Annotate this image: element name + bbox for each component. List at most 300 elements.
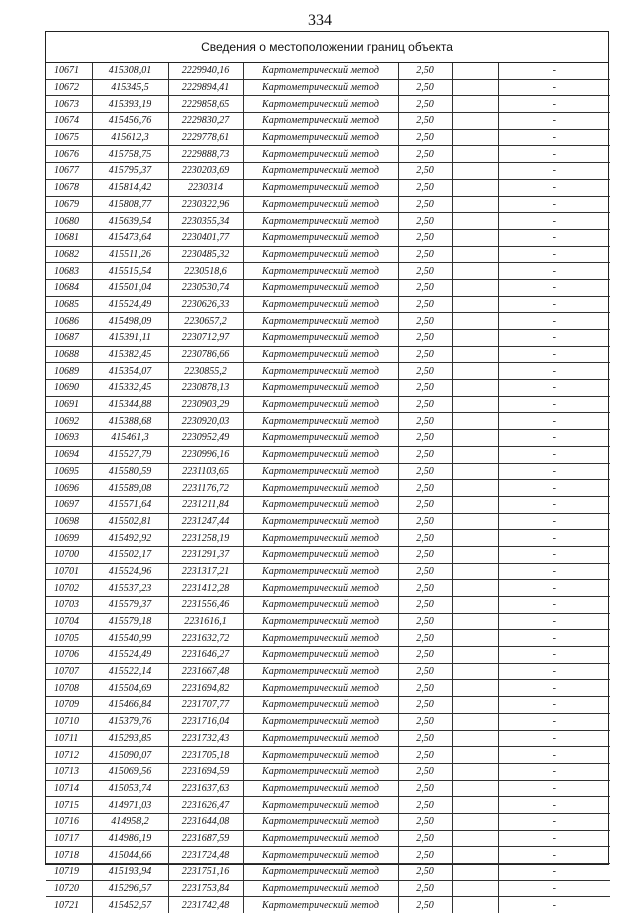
extra-cell-cell: [452, 346, 498, 363]
x-coordinate-cell: 415527,79: [92, 446, 168, 463]
y-coordinate-cell: 2231412,28: [168, 580, 243, 597]
point-number-cell: 10678: [46, 179, 92, 196]
accuracy-cell: 2,50: [398, 430, 452, 447]
extra-cell-cell: [452, 546, 498, 563]
accuracy-cell: 2,50: [398, 279, 452, 296]
y-coordinate-cell: 2230712,97: [168, 330, 243, 347]
method-cell: Картометрический метод: [243, 246, 398, 263]
point-number-cell: 10694: [46, 446, 92, 463]
accuracy-cell: 2,50: [398, 530, 452, 547]
point-number-cell: 10708: [46, 680, 92, 697]
method-cell: Картометрический метод: [243, 780, 398, 797]
table-row: [46, 129, 610, 146]
method-cell: Картометрический метод: [243, 747, 398, 764]
accuracy-cell: 2,50: [398, 880, 452, 897]
point-number-cell: 10693: [46, 430, 92, 447]
method-cell: Картометрический метод: [243, 396, 398, 413]
x-coordinate-cell: 415524,49: [92, 296, 168, 313]
accuracy-cell: 2,50: [398, 830, 452, 847]
x-coordinate-cell: 415492,92: [92, 530, 168, 547]
method-cell: Картометрический метод: [243, 663, 398, 680]
method-cell: Картометрический метод: [243, 730, 398, 747]
extra-cell-cell: [452, 647, 498, 664]
extra-cell-cell: [452, 747, 498, 764]
point-number-cell: 10719: [46, 864, 92, 881]
extra-cell-cell: [452, 763, 498, 780]
y-coordinate-cell: 2230322,96: [168, 196, 243, 213]
coordinates-table-body: [46, 63, 610, 913]
accuracy-cell: 2,50: [398, 813, 452, 830]
x-coordinate-cell: 415515,54: [92, 263, 168, 280]
accuracy-cell: 2,50: [398, 663, 452, 680]
x-coordinate-cell: 415639,54: [92, 213, 168, 230]
description-cell: -: [552, 899, 556, 911]
table-row: [46, 580, 610, 597]
description-cell: -: [498, 563, 610, 580]
y-coordinate-cell: 2231258,19: [168, 530, 243, 547]
description-cell: -: [498, 330, 610, 347]
method-cell: Картометрический метод: [243, 480, 398, 497]
description-cell: -: [498, 430, 610, 447]
table-row: [46, 697, 610, 714]
point-number-cell: 10705: [46, 630, 92, 647]
method-cell: Картометрический метод: [243, 797, 398, 814]
extra-cell-cell: [452, 263, 498, 280]
y-coordinate-cell: 2230996,16: [168, 446, 243, 463]
method-cell: Картометрический метод: [243, 680, 398, 697]
table-row: [46, 179, 610, 196]
extra-cell-cell: [452, 246, 498, 263]
y-coordinate-cell: 2230657,2: [168, 313, 243, 330]
x-coordinate-cell: 415379,76: [92, 713, 168, 730]
accuracy-cell: 2,50: [398, 780, 452, 797]
description-cell: -: [498, 663, 610, 680]
y-coordinate-cell: 2230485,32: [168, 246, 243, 263]
y-coordinate-cell: 2229830,27: [168, 113, 243, 130]
method-cell: Картометрический метод: [243, 813, 398, 830]
point-number-cell: 10721: [46, 897, 92, 913]
x-coordinate-cell: 415466,84: [92, 697, 168, 714]
table-row: [46, 530, 610, 547]
point-number-cell: 10677: [46, 163, 92, 180]
description-cell: -: [498, 580, 610, 597]
method-cell: Картометрический метод: [243, 513, 398, 530]
description-cell: -: [498, 363, 610, 380]
accuracy-cell: 2,50: [398, 380, 452, 397]
point-number-cell: 10704: [46, 613, 92, 630]
extra-cell-cell: [452, 530, 498, 547]
point-number-cell: 10684: [46, 279, 92, 296]
y-coordinate-cell: 2231291,37: [168, 546, 243, 563]
method-cell: Картометрический метод: [243, 263, 398, 280]
x-coordinate-cell: 415537,23: [92, 580, 168, 597]
method-cell: Картометрический метод: [243, 229, 398, 246]
x-coordinate-cell: 415758,75: [92, 146, 168, 163]
extra-cell-cell: [452, 113, 498, 130]
accuracy-cell: 2,50: [398, 79, 452, 96]
extra-cell-cell: [452, 446, 498, 463]
accuracy-cell: 2,50: [398, 747, 452, 764]
accuracy-cell: 2,50: [398, 680, 452, 697]
x-coordinate-cell: 415540,99: [92, 630, 168, 647]
x-coordinate-cell: 415580,59: [92, 463, 168, 480]
y-coordinate-cell: 2231211,84: [168, 496, 243, 513]
table-row: [46, 880, 610, 897]
point-number-cell: 10683: [46, 263, 92, 280]
description-cell: -: [498, 129, 610, 146]
description-cell: -: [498, 413, 610, 430]
table-row: [46, 864, 610, 881]
accuracy-cell: 2,50: [398, 580, 452, 597]
point-number-cell: 10699: [46, 530, 92, 547]
table-row: [46, 763, 610, 780]
table-row: [46, 396, 610, 413]
y-coordinate-cell: 2231724,48: [168, 847, 243, 864]
table-row: [46, 330, 610, 347]
method-cell: Картометрический метод: [243, 713, 398, 730]
x-coordinate-cell: 414986,19: [92, 830, 168, 847]
accuracy-cell: 2,50: [398, 463, 452, 480]
x-coordinate-cell: 415069,56: [92, 763, 168, 780]
accuracy-cell: 2,50: [398, 597, 452, 614]
x-coordinate-cell: 415354,07: [92, 363, 168, 380]
table-row: [46, 730, 610, 747]
method-cell: Картометрический метод: [243, 146, 398, 163]
extra-cell-cell: [452, 229, 498, 246]
x-coordinate-cell: 415571,64: [92, 496, 168, 513]
x-coordinate-cell: 415473,64: [92, 229, 168, 246]
method-cell: Картометрический метод: [243, 430, 398, 447]
y-coordinate-cell: 2229858,65: [168, 96, 243, 113]
y-coordinate-cell: 2231644,08: [168, 813, 243, 830]
point-number-cell: 10716: [46, 813, 92, 830]
method-cell: Картометрический метод: [243, 96, 398, 113]
table-row: [46, 597, 610, 614]
method-cell: Картометрический метод: [243, 446, 398, 463]
point-number-cell: 10673: [46, 96, 92, 113]
table-row: [46, 346, 610, 363]
method-cell: Картометрический метод: [243, 380, 398, 397]
point-number-cell: 10692: [46, 413, 92, 430]
method-cell: Картометрический метод: [243, 196, 398, 213]
description-cell: -: [498, 496, 610, 513]
description-cell: -: [498, 830, 610, 847]
point-number-cell: 10686: [46, 313, 92, 330]
table-row: [46, 747, 610, 764]
table-row: [46, 463, 610, 480]
accuracy-cell: 2,50: [398, 363, 452, 380]
table-row: [46, 830, 610, 847]
x-coordinate-cell: 415795,37: [92, 163, 168, 180]
y-coordinate-cell: 2230530,74: [168, 279, 243, 296]
point-number-cell: 10700: [46, 546, 92, 563]
extra-cell-cell: [452, 330, 498, 347]
x-coordinate-cell: 415501,04: [92, 279, 168, 296]
description-cell: -: [498, 263, 610, 280]
extra-cell-cell: [452, 213, 498, 230]
extra-cell-cell: [452, 396, 498, 413]
x-coordinate-cell: 415296,57: [92, 880, 168, 897]
point-number-cell: 10711: [46, 730, 92, 747]
extra-cell-cell: [452, 463, 498, 480]
table-row: [46, 313, 610, 330]
y-coordinate-cell: 2231556,46: [168, 597, 243, 614]
description-cell: -: [498, 163, 610, 180]
point-number-cell: 10697: [46, 496, 92, 513]
x-coordinate-cell: 415502,81: [92, 513, 168, 530]
x-coordinate-cell: 415332,45: [92, 380, 168, 397]
point-number-cell: 10695: [46, 463, 92, 480]
method-cell: Картометрический метод: [243, 179, 398, 196]
extra-cell-cell: [452, 163, 498, 180]
description-cell: -: [498, 463, 610, 480]
description-cell: -: [498, 680, 610, 697]
accuracy-cell: 2,50: [398, 897, 452, 913]
accuracy-cell: 2,50: [398, 396, 452, 413]
accuracy-cell: 2,50: [398, 63, 452, 79]
accuracy-cell: 2,50: [398, 496, 452, 513]
method-cell: Картометрический метод: [243, 763, 398, 780]
method-cell: Картометрический метод: [243, 697, 398, 714]
y-coordinate-cell: 2231751,16: [168, 864, 243, 881]
description-cell: -: [498, 647, 610, 664]
description-cell: -: [498, 63, 610, 79]
y-coordinate-cell: 2231716,04: [168, 713, 243, 730]
accuracy-cell: 2,50: [398, 213, 452, 230]
point-number-cell: 10672: [46, 79, 92, 96]
y-coordinate-cell: 2231705,18: [168, 747, 243, 764]
table-row: [46, 263, 610, 280]
y-coordinate-cell: 2231753,84: [168, 880, 243, 897]
x-coordinate-cell: 415308,01: [92, 63, 168, 79]
x-coordinate-cell: 415345,5: [92, 79, 168, 96]
method-cell: Картометрический метод: [243, 413, 398, 430]
y-coordinate-cell: 2230855,2: [168, 363, 243, 380]
table-row: [46, 279, 610, 296]
table-row: [46, 663, 610, 680]
table-row: [46, 780, 610, 797]
point-number-cell: 10671: [46, 63, 92, 79]
method-cell: Картометрический метод: [243, 613, 398, 630]
y-coordinate-cell: 2229940,16: [168, 63, 243, 79]
extra-cell-cell: [452, 380, 498, 397]
method-cell: Картометрический метод: [243, 830, 398, 847]
y-coordinate-cell: 2231616,1: [168, 613, 243, 630]
point-number-cell: 10702: [46, 580, 92, 597]
accuracy-cell: 2,50: [398, 480, 452, 497]
y-coordinate-cell: 2230920,03: [168, 413, 243, 430]
description-cell: -: [498, 747, 610, 764]
extra-cell-cell: [452, 630, 498, 647]
description-cell: -: [498, 179, 610, 196]
method-cell: Картометрический метод: [243, 79, 398, 96]
method-cell: Картометрический метод: [243, 530, 398, 547]
extra-cell-cell: [452, 830, 498, 847]
point-number-cell: 10707: [46, 663, 92, 680]
method-cell: Картометрический метод: [243, 597, 398, 614]
table-row: [46, 79, 610, 96]
point-number-cell: 10701: [46, 563, 92, 580]
x-coordinate-cell: 415293,85: [92, 730, 168, 747]
table-row: [46, 196, 610, 213]
point-number-cell: 10703: [46, 597, 92, 614]
method-cell: Картометрический метод: [243, 630, 398, 647]
description-cell: -: [498, 313, 610, 330]
y-coordinate-cell: 2230314: [168, 179, 243, 196]
extra-cell-cell: [452, 597, 498, 614]
table-row: [46, 63, 610, 79]
extra-cell-cell: [452, 697, 498, 714]
point-number-cell: 10682: [46, 246, 92, 263]
extra-cell-cell: [452, 880, 498, 897]
y-coordinate-cell: 2229778,61: [168, 129, 243, 146]
extra-cell-cell: [452, 797, 498, 814]
extra-cell-cell: [452, 79, 498, 96]
description-cell: -: [498, 513, 610, 530]
table-row: [46, 213, 610, 230]
accuracy-cell: 2,50: [398, 179, 452, 196]
point-number-cell: 10720: [46, 880, 92, 897]
y-coordinate-cell: 2229888,73: [168, 146, 243, 163]
extra-cell-cell: [452, 63, 498, 79]
accuracy-cell: 2,50: [398, 413, 452, 430]
table-row: [46, 146, 610, 163]
description-cell: -: [498, 613, 610, 630]
point-number-cell: 10715: [46, 797, 92, 814]
method-cell: Картометрический метод: [243, 363, 398, 380]
y-coordinate-cell: 2231694,59: [168, 763, 243, 780]
accuracy-cell: 2,50: [398, 513, 452, 530]
x-coordinate-cell: 415393,19: [92, 96, 168, 113]
point-number-cell: 10679: [46, 196, 92, 213]
point-number-cell: 10687: [46, 330, 92, 347]
y-coordinate-cell: 2231317,21: [168, 563, 243, 580]
y-coordinate-cell: 2230878,13: [168, 380, 243, 397]
method-cell: Картометрический метод: [243, 330, 398, 347]
accuracy-cell: 2,50: [398, 346, 452, 363]
description-cell: -: [498, 630, 610, 647]
accuracy-cell: 2,50: [398, 613, 452, 630]
method-cell: Картометрический метод: [243, 313, 398, 330]
x-coordinate-cell: 414958,2: [92, 813, 168, 830]
x-coordinate-cell: 415579,18: [92, 613, 168, 630]
x-coordinate-cell: 415391,11: [92, 330, 168, 347]
accuracy-cell: 2,50: [398, 763, 452, 780]
point-number-cell: 10709: [46, 697, 92, 714]
extra-cell-cell: [452, 313, 498, 330]
point-number-cell: 10688: [46, 346, 92, 363]
description-cell: -: [498, 446, 610, 463]
accuracy-cell: 2,50: [398, 229, 452, 246]
y-coordinate-cell: 2231247,44: [168, 513, 243, 530]
table-row: [46, 446, 610, 463]
x-coordinate-cell: 415808,77: [92, 196, 168, 213]
x-coordinate-cell: 415511,26: [92, 246, 168, 263]
table-row: [46, 813, 610, 830]
accuracy-cell: 2,50: [398, 113, 452, 130]
point-number-cell: 10689: [46, 363, 92, 380]
method-cell: Картометрический метод: [243, 463, 398, 480]
accuracy-cell: 2,50: [398, 296, 452, 313]
accuracy-cell: 2,50: [398, 563, 452, 580]
table-row: [46, 647, 610, 664]
point-number-cell: 10706: [46, 647, 92, 664]
description-cell: -: [498, 79, 610, 96]
point-number-cell: 10680: [46, 213, 92, 230]
description-cell: -: [498, 864, 610, 881]
description-cell: -: [498, 246, 610, 263]
accuracy-cell: 2,50: [398, 730, 452, 747]
y-coordinate-cell: 2229894,41: [168, 79, 243, 96]
extra-cell-cell: [452, 296, 498, 313]
extra-cell-cell: [452, 430, 498, 447]
y-coordinate-cell: 2231667,48: [168, 663, 243, 680]
extra-cell-cell: [452, 864, 498, 881]
description-cell: -: [498, 880, 610, 897]
x-coordinate-cell: 415388,68: [92, 413, 168, 430]
x-coordinate-cell: 414971,03: [92, 797, 168, 814]
description-cell: -: [498, 780, 610, 797]
table-row: [46, 246, 610, 263]
description-cell: -: [498, 546, 610, 563]
x-coordinate-cell: 415504,69: [92, 680, 168, 697]
method-cell: Картометрический метод: [243, 847, 398, 864]
x-coordinate-cell: 415498,09: [92, 313, 168, 330]
point-number-cell: 10676: [46, 146, 92, 163]
x-coordinate-cell: 415382,45: [92, 346, 168, 363]
point-number-cell: 10713: [46, 763, 92, 780]
table-row: [46, 713, 610, 730]
description-cell: -: [498, 229, 610, 246]
method-cell: Картометрический метод: [243, 647, 398, 664]
method-cell: Картометрический метод: [243, 563, 398, 580]
table-row: [46, 563, 610, 580]
x-coordinate-cell: 415053,74: [92, 780, 168, 797]
extra-cell-cell: [452, 847, 498, 864]
method-cell: Картометрический метод: [243, 279, 398, 296]
description-cell: -: [498, 279, 610, 296]
accuracy-cell: 2,50: [398, 630, 452, 647]
x-coordinate-cell: 415452,57: [92, 897, 168, 913]
extra-cell-cell: [452, 563, 498, 580]
extra-cell-cell: [452, 680, 498, 697]
extra-cell-cell: [452, 780, 498, 797]
table-row: [46, 229, 610, 246]
point-number-cell: 10690: [46, 380, 92, 397]
description-cell: -: [498, 813, 610, 830]
table-row: [46, 113, 610, 130]
table-row: [46, 380, 610, 397]
extra-cell-cell: [452, 363, 498, 380]
table-row: [46, 413, 610, 430]
boundary-coordinates-section: [45, 31, 609, 911]
point-number-cell: 10681: [46, 229, 92, 246]
description-cell: -: [498, 713, 610, 730]
extra-cell-cell: [452, 513, 498, 530]
accuracy-cell: 2,50: [398, 146, 452, 163]
description-cell: -: [498, 380, 610, 397]
description-cell: -: [498, 196, 610, 213]
accuracy-cell: 2,50: [398, 446, 452, 463]
point-number-cell: 10696: [46, 480, 92, 497]
extra-cell-cell: [452, 813, 498, 830]
extra-cell-cell: [452, 413, 498, 430]
method-cell: Картометрический метод: [243, 880, 398, 897]
extra-cell-cell: [452, 179, 498, 196]
extra-cell-cell: [452, 146, 498, 163]
extra-cell-cell: [452, 730, 498, 747]
method-cell: Картометрический метод: [243, 129, 398, 146]
